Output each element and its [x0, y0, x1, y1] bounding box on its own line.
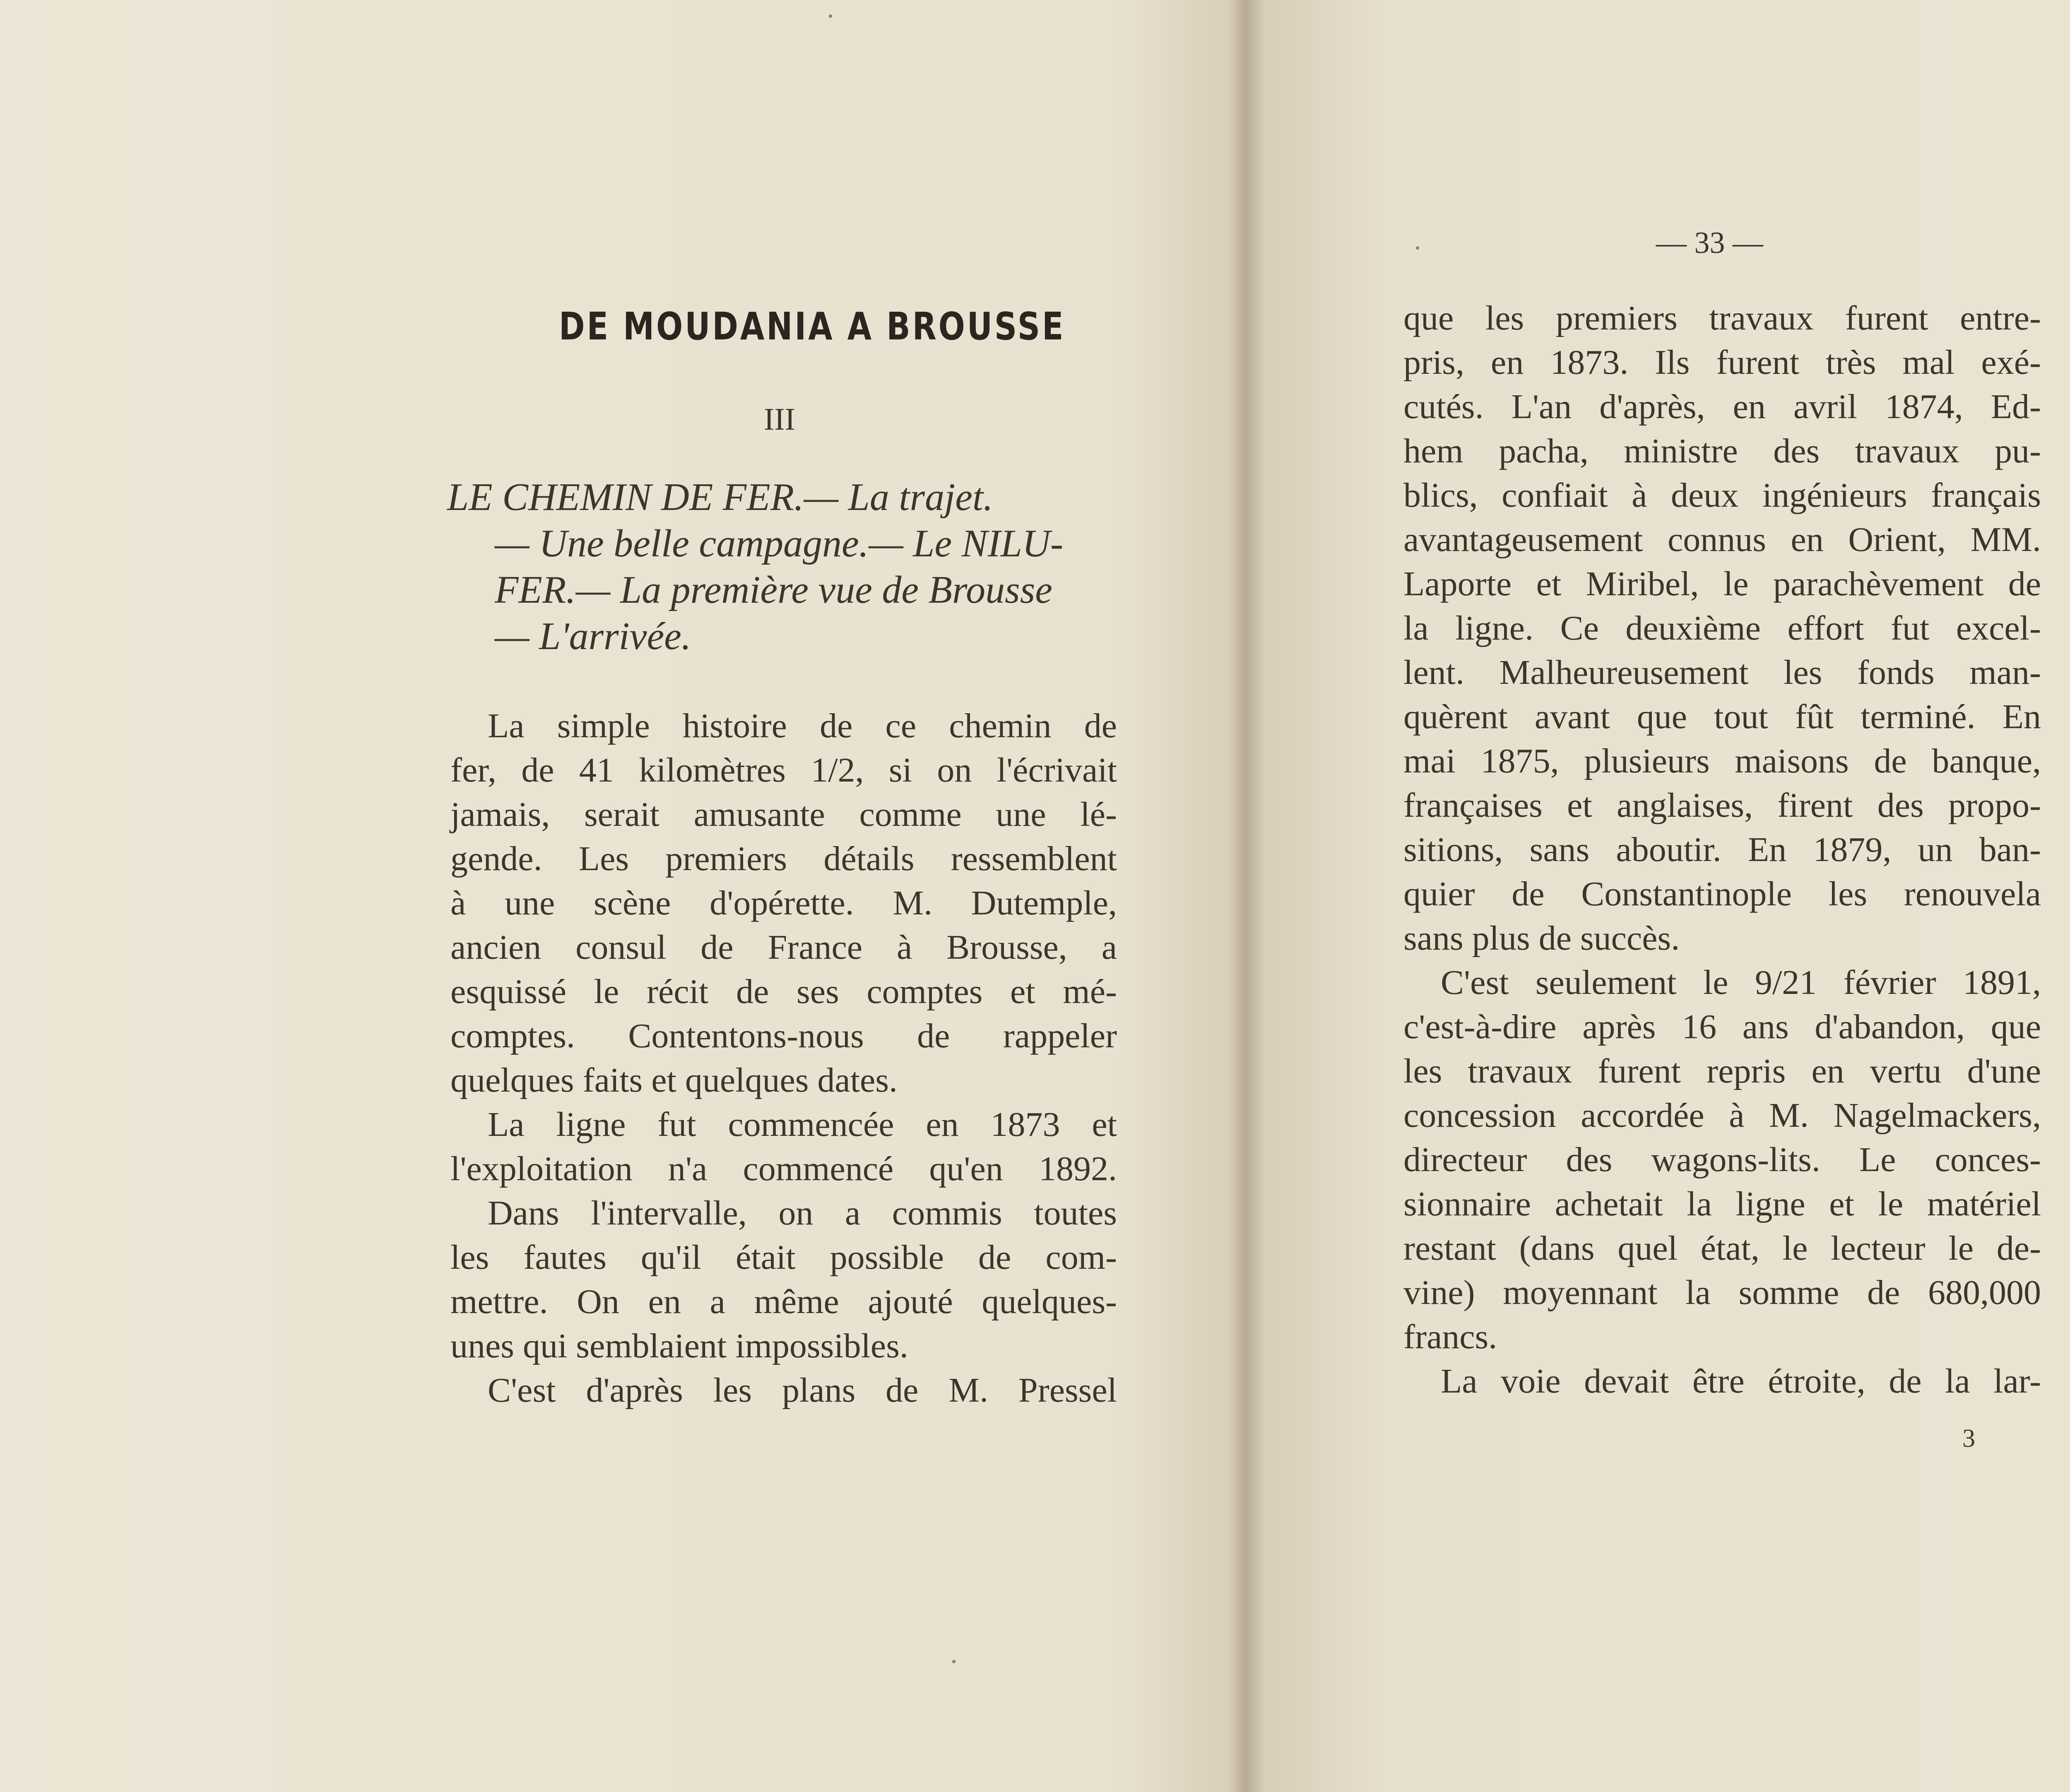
summary-line: FER.— La première vue de Brousse: [495, 568, 1053, 611]
text-line: esquissé le récit de ses comptes et mé-: [450, 972, 1117, 1011]
text-line: jamais, serait amusante comme une lé-: [450, 795, 1117, 834]
summary-line: — L'arrivée.: [495, 615, 691, 658]
text-line: La ligne fut commencée en 1873 et: [488, 1105, 1117, 1144]
text-line: gende. Les premiers détails ressemblent: [450, 839, 1117, 878]
text-line: mettre. On en a même ajouté quelques-: [450, 1282, 1117, 1321]
text-line: La simple histoire de ce chemin de: [488, 707, 1117, 745]
text-line: fer, de 41 kilomètres 1/2, si on l'écrivait: [450, 751, 1117, 789]
text-line: que les premiers travaux furent entre-: [1403, 299, 2041, 337]
signature-mark: 3: [1962, 1424, 1975, 1453]
chapter-title: DE MOUDANIA A BROUSSE: [559, 304, 1066, 349]
text-line: à une scène d'opérette. M. Dutemple,: [450, 884, 1117, 922]
text-line: Dans l'intervalle, on a commis toutes: [488, 1194, 1117, 1232]
chapter-summary: [447, 474, 1063, 659]
chapter-number: III: [764, 402, 795, 437]
text-line: cutés. L'an d'après, en avril 1874, Ed-: [1403, 387, 2041, 426]
text-line: quelques faits et quelques dates.: [450, 1061, 898, 1099]
text-line: C'est seulement le 9/21 février 1891,: [1441, 963, 2041, 1002]
text-line: concession accordée à M. Nagelmackers,: [1403, 1096, 2041, 1135]
page-speck: [1416, 246, 1419, 250]
text-line: unes qui semblaient impossibles.: [450, 1327, 908, 1365]
text-line: La voie devait être étroite, de la lar-: [1441, 1362, 2041, 1400]
page-speck: [952, 1660, 956, 1663]
text-line: comptes. Contentons-nous de rappeler: [450, 1017, 1117, 1055]
text-line: quèrent avant que tout fût terminé. En: [1403, 698, 2041, 736]
text-line: l'exploitation n'a commencé qu'en 1892.: [450, 1150, 1117, 1188]
right-body-text: [1403, 296, 2041, 1414]
text-line: françaises et anglaises, firent des propo-: [1403, 786, 2041, 825]
text-line: sitions, sans aboutir. En 1879, un ban-: [1403, 830, 2041, 869]
summary-line: LE CHEMIN DE FER.— La trajet.: [447, 476, 993, 519]
left-body-text: [450, 704, 1117, 1441]
text-line: c'est-à-dire après 16 ans d'abandon, que: [1403, 1008, 2041, 1046]
text-line: sans plus de succès.: [1403, 919, 1680, 957]
page-number-header: — 33 —: [1656, 226, 1763, 260]
text-line: francs.: [1403, 1318, 1497, 1356]
text-line: les travaux furent repris en vertu d'une: [1403, 1052, 2041, 1090]
text-line: Laporte et Miribel, le parachèvement de: [1403, 565, 2041, 603]
text-line: la ligne. Ce deuxième effort fut excel-: [1403, 609, 2041, 647]
text-line: pris, en 1873. Ils furent très mal exé-: [1403, 343, 2041, 382]
text-line: mai 1875, plusieurs maisons de banque,: [1403, 742, 2041, 780]
summary-line: — Une belle campagne.— Le NILU-: [495, 522, 1064, 565]
text-line: hem pacha, ministre des travaux pu-: [1403, 432, 2041, 470]
text-line: quier de Constantinople les renouvela: [1403, 875, 2041, 913]
text-line: C'est d'après les plans de M. Pressel: [488, 1371, 1117, 1410]
text-line: sionnaire achetait la ligne et le matériel: [1403, 1185, 2041, 1223]
text-line: restant (dans quel état, le lecteur le de-: [1403, 1229, 2041, 1268]
text-line: les fautes qu'il était possible de com-: [450, 1238, 1117, 1277]
text-line: lent. Malheureusement les fonds man-: [1403, 653, 2041, 692]
text-line: ancien consul de France à Brousse, a: [450, 928, 1117, 967]
text-line: avantageusement connus en Orient, MM.: [1403, 520, 2041, 559]
page-speck: [829, 14, 832, 18]
text-line: directeur des wagons-lits. Le conces-: [1403, 1140, 2041, 1179]
text-line: blics, confiait à deux ingénieurs français: [1403, 476, 2041, 515]
text-line: vine) moyennant la somme de 680,000: [1403, 1273, 2041, 1312]
